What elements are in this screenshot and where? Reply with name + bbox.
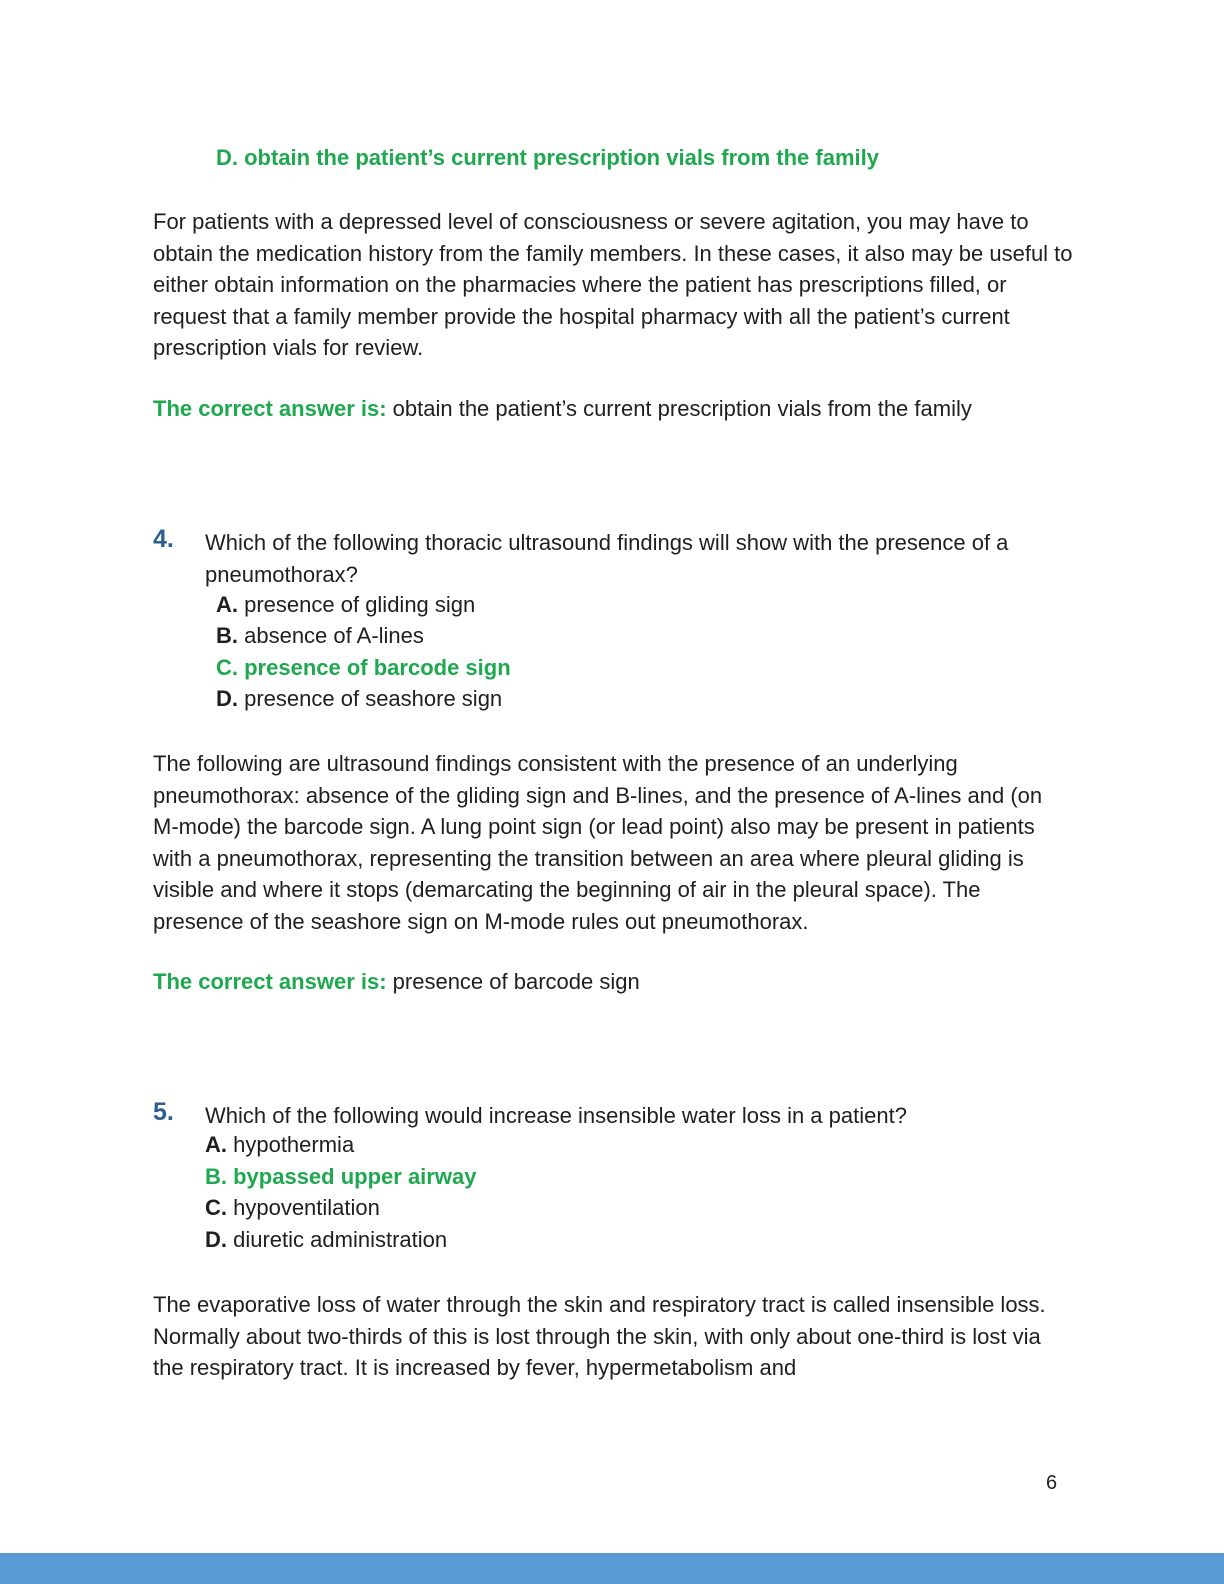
question-5-explanation: The evaporative loss of water through the skin and respiratory tract is called insensible loss. Normally about two-thirds of this is lost through the skin, with only about one-third is lost via the respiratory tract. It is increased by fever, hypermetabolism and: [153, 1292, 1046, 1381]
option-text: hypothermia: [227, 1132, 355, 1157]
previous-correct-answer: [153, 396, 972, 422]
option-text: presence of seashore sign: [238, 686, 503, 711]
question-5-option-b-correct: [205, 1164, 476, 1190]
option-text: absence of A-lines: [238, 623, 424, 648]
question-5-option-d: [205, 1227, 447, 1253]
question-5-number: 5.: [153, 1098, 174, 1126]
option-text: diuretic administration: [227, 1227, 448, 1252]
previous-explanation: For patients with a depressed level of consciousness or severe agitation, you may have to obtain the medication history from the family members. In these cases, it also may be useful to either obtain information on the pharmacies where the patient has prescriptions filled, or request that a family member provide the hospital pharmacy with all the patient’s current prescription vials for review.: [153, 209, 1073, 361]
question-4-option-a: [216, 592, 475, 618]
question-4-option-b: [216, 623, 424, 649]
previous-correct-option: D. obtain the patient’s current prescription vials from the family: [216, 145, 879, 170]
option-letter: B.: [205, 1164, 227, 1189]
question-4-text: Which of the following thoracic ultrasound findings will show with the presence of a pneumothorax?: [205, 530, 1009, 587]
option-letter: A.: [216, 592, 238, 617]
page-number: 6: [1046, 1472, 1058, 1494]
option-text: hypoventilation: [227, 1195, 380, 1220]
option-letter: C.: [216, 655, 238, 680]
question-4-option-d: [216, 686, 502, 712]
question-4-number: 4.: [153, 525, 174, 553]
option-text: presence of gliding sign: [238, 592, 476, 617]
option-letter: B.: [216, 623, 238, 648]
question-5-option-c: [205, 1195, 380, 1221]
question-4-explanation: The following are ultrasound findings consistent with the presence of an underlying pneumothorax: absence of the gliding sign and B-lines, and the presence of A-lines and (on M-mode) the barcode sign. A lung point sign (or lead point) also may be present in patients with a pneumothorax, representing the transition between an area where pleural gliding is visible and where it stops (demarcating the beginning of air in the pleural space). The presence of the seashore sign on M-mode rules out pneumothorax.: [153, 751, 1043, 934]
option-letter: C.: [205, 1195, 227, 1220]
correct-answer-value: obtain the patient’s current prescription vials from the family: [386, 396, 972, 421]
question-5-option-a: [205, 1132, 354, 1158]
question-5-text: Which of the following would increase insensible water loss in a patient?: [205, 1103, 907, 1128]
correct-answer-value: presence of barcode sign: [386, 969, 640, 994]
correct-answer-label: The correct answer is:: [153, 396, 387, 421]
question-4-option-c-correct: [216, 655, 511, 681]
option-letter: D.: [216, 686, 238, 711]
option-letter: D.: [205, 1227, 227, 1252]
option-text: bypassed upper airway: [227, 1164, 477, 1189]
option-text: presence of barcode sign: [238, 655, 511, 680]
question-4-correct-answer: [153, 969, 640, 995]
correct-answer-label: The correct answer is:: [153, 969, 387, 994]
footer-bar: [0, 1553, 1224, 1584]
option-letter: A.: [205, 1132, 227, 1157]
